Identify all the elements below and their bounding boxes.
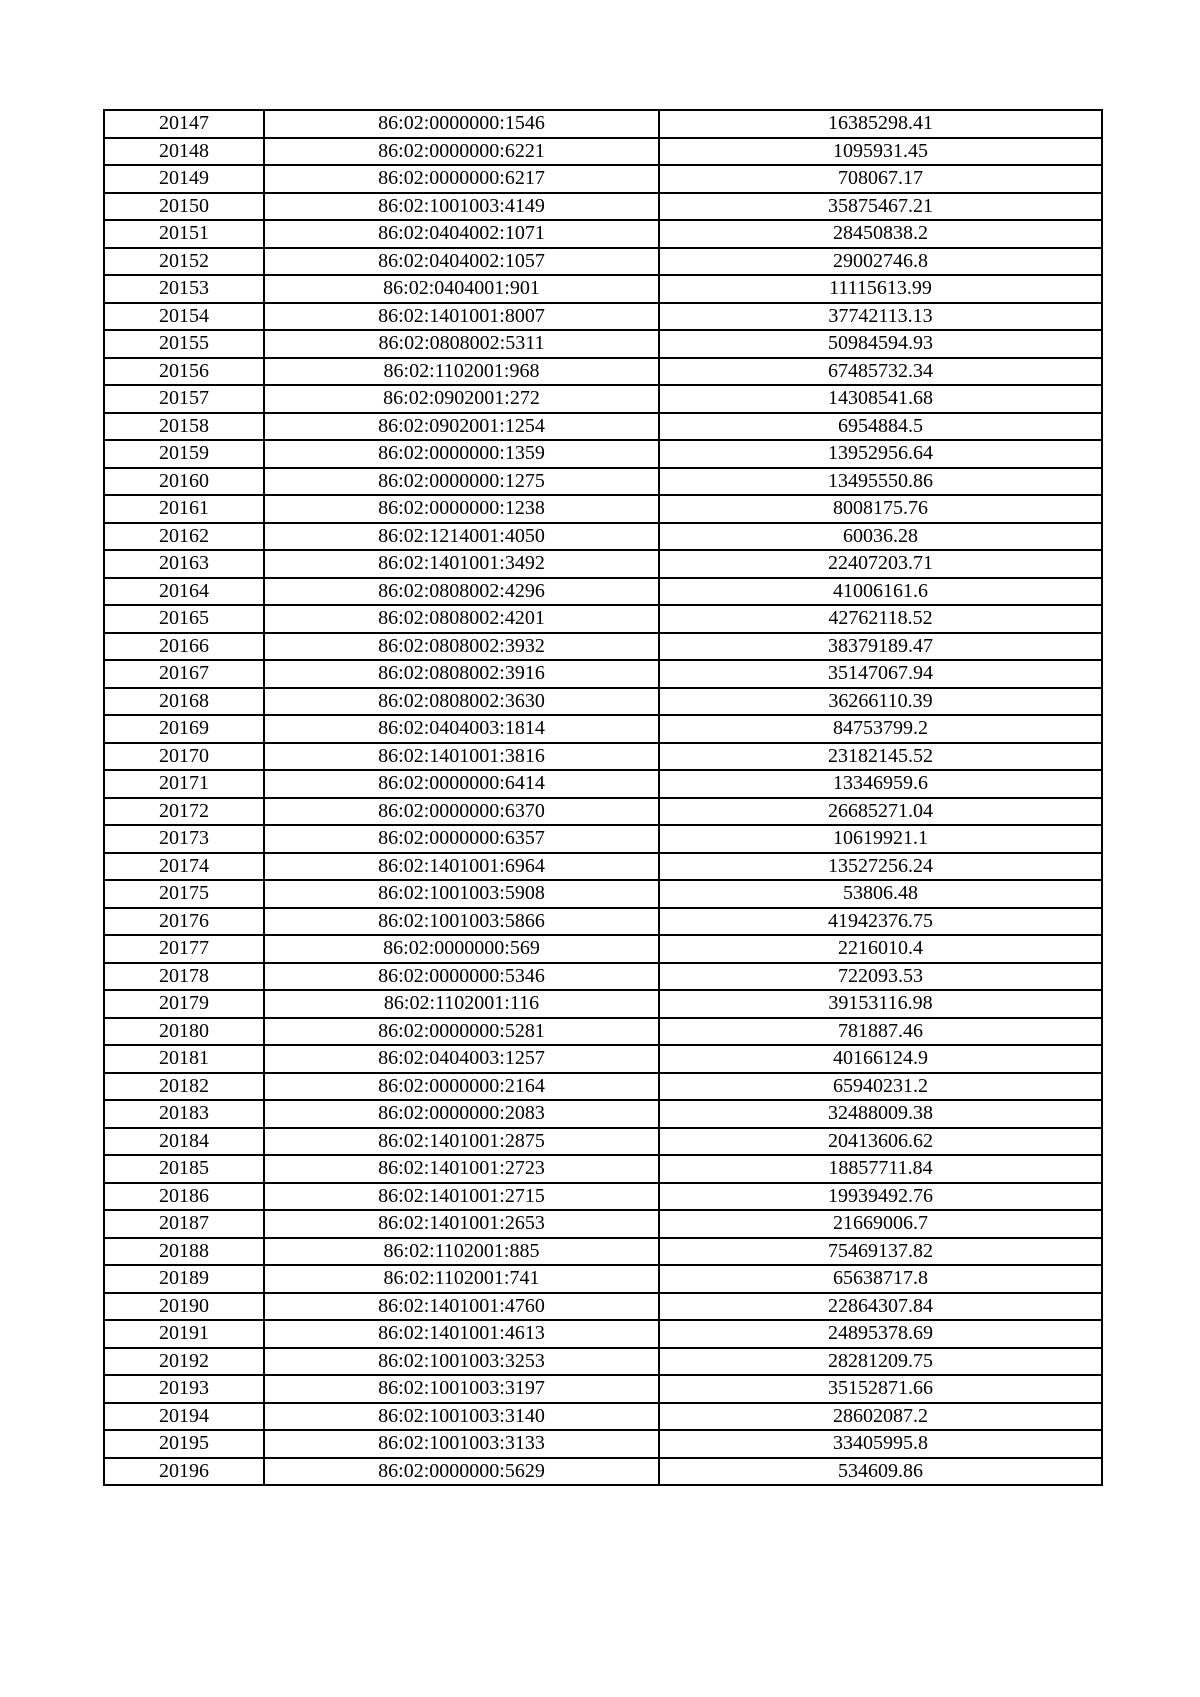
table-row [104, 743, 1102, 771]
row-number-cell: 20175 [104, 880, 264, 908]
cadastral-value-table [103, 109, 1103, 1486]
value-cell: 13952956.64 [659, 440, 1102, 468]
table-row [104, 193, 1102, 221]
value-cell: 35875467.21 [659, 193, 1102, 221]
value-cell: 32488009.38 [659, 1100, 1102, 1128]
row-number-cell: 20168 [104, 688, 264, 716]
row-number-cell: 20154 [104, 303, 264, 331]
value-cell: 28281209.75 [659, 1348, 1102, 1376]
table-row [104, 413, 1102, 441]
table-row [104, 660, 1102, 688]
table-row [104, 1183, 1102, 1211]
table-row [104, 248, 1102, 276]
value-cell: 29002746.8 [659, 248, 1102, 276]
value-cell: 781887.46 [659, 1018, 1102, 1046]
row-number-cell: 20174 [104, 853, 264, 881]
row-number-cell: 20187 [104, 1210, 264, 1238]
row-number-cell: 20181 [104, 1045, 264, 1073]
cadastral-number-cell: 86:02:0404002:1057 [264, 248, 659, 276]
cadastral-number-cell: 86:02:1214001:4050 [264, 523, 659, 551]
value-cell: 23182145.52 [659, 743, 1102, 771]
cadastral-number-cell: 86:02:1102001:116 [264, 990, 659, 1018]
row-number-cell: 20190 [104, 1293, 264, 1321]
value-cell: 39153116.98 [659, 990, 1102, 1018]
row-number-cell: 20172 [104, 798, 264, 826]
row-number-cell: 20150 [104, 193, 264, 221]
table-row [104, 1430, 1102, 1458]
row-number-cell: 20156 [104, 358, 264, 386]
table-row [104, 1403, 1102, 1431]
row-number-cell: 20164 [104, 578, 264, 606]
value-cell: 6954884.5 [659, 413, 1102, 441]
value-cell: 60036.28 [659, 523, 1102, 551]
value-cell: 13346959.6 [659, 770, 1102, 798]
row-number-cell: 20179 [104, 990, 264, 1018]
row-number-cell: 20149 [104, 165, 264, 193]
row-number-cell: 20159 [104, 440, 264, 468]
table-row [104, 495, 1102, 523]
table-row [104, 220, 1102, 248]
row-number-cell: 20180 [104, 1018, 264, 1046]
cadastral-number-cell: 86:02:0000000:1275 [264, 468, 659, 496]
cadastral-number-cell: 86:02:0000000:2083 [264, 1100, 659, 1128]
cadastral-number-cell: 86:02:0404003:1257 [264, 1045, 659, 1073]
value-cell: 11115613.99 [659, 275, 1102, 303]
row-number-cell: 20185 [104, 1155, 264, 1183]
value-cell: 722093.53 [659, 963, 1102, 991]
value-cell: 28450838.2 [659, 220, 1102, 248]
cadastral-number-cell: 86:02:0404002:1071 [264, 220, 659, 248]
cadastral-number-cell: 86:02:1001003:3253 [264, 1348, 659, 1376]
value-cell: 38379189.47 [659, 633, 1102, 661]
cadastral-number-cell: 86:02:1001003:5908 [264, 880, 659, 908]
row-number-cell: 20153 [104, 275, 264, 303]
value-cell: 2216010.4 [659, 935, 1102, 963]
value-cell: 24895378.69 [659, 1320, 1102, 1348]
row-number-cell: 20188 [104, 1238, 264, 1266]
cadastral-number-cell: 86:02:0808002:3916 [264, 660, 659, 688]
value-cell: 10619921.1 [659, 825, 1102, 853]
table-row [104, 440, 1102, 468]
table-row [104, 770, 1102, 798]
value-cell: 21669006.7 [659, 1210, 1102, 1238]
cadastral-number-cell: 86:02:1001003:3140 [264, 1403, 659, 1431]
cadastral-number-cell: 86:02:1001003:4149 [264, 193, 659, 221]
cadastral-number-cell: 86:02:1102001:885 [264, 1238, 659, 1266]
value-cell: 13495550.86 [659, 468, 1102, 496]
cadastral-number-cell: 86:02:0000000:6370 [264, 798, 659, 826]
row-number-cell: 20171 [104, 770, 264, 798]
row-number-cell: 20167 [104, 660, 264, 688]
value-cell: 19939492.76 [659, 1183, 1102, 1211]
table-row [104, 1320, 1102, 1348]
row-number-cell: 20161 [104, 495, 264, 523]
table-row [104, 1375, 1102, 1403]
cadastral-number-cell: 86:02:0000000:5629 [264, 1458, 659, 1486]
value-cell: 1095931.45 [659, 138, 1102, 166]
value-cell: 18857711.84 [659, 1155, 1102, 1183]
cadastral-number-cell: 86:02:0000000:5281 [264, 1018, 659, 1046]
row-number-cell: 20160 [104, 468, 264, 496]
value-cell: 26685271.04 [659, 798, 1102, 826]
cadastral-number-cell: 86:02:0902001:272 [264, 385, 659, 413]
value-cell: 41942376.75 [659, 908, 1102, 936]
row-number-cell: 20186 [104, 1183, 264, 1211]
table-row [104, 853, 1102, 881]
table-row [104, 110, 1102, 138]
row-number-cell: 20148 [104, 138, 264, 166]
table-row [104, 825, 1102, 853]
cadastral-number-cell: 86:02:0000000:569 [264, 935, 659, 963]
value-cell: 534609.86 [659, 1458, 1102, 1486]
value-cell: 28602087.2 [659, 1403, 1102, 1431]
row-number-cell: 20166 [104, 633, 264, 661]
table-row [104, 358, 1102, 386]
cadastral-number-cell: 86:02:1401001:2715 [264, 1183, 659, 1211]
table-row [104, 1348, 1102, 1376]
table-row [104, 1100, 1102, 1128]
table-row [104, 633, 1102, 661]
value-cell: 22407203.71 [659, 550, 1102, 578]
cadastral-number-cell: 86:02:1001003:3133 [264, 1430, 659, 1458]
table-row [104, 468, 1102, 496]
cadastral-number-cell: 86:02:0808002:4296 [264, 578, 659, 606]
table-row [104, 1128, 1102, 1156]
table-row [104, 275, 1102, 303]
table-row [104, 523, 1102, 551]
row-number-cell: 20173 [104, 825, 264, 853]
table-row [104, 1045, 1102, 1073]
cadastral-number-cell: 86:02:1401001:6964 [264, 853, 659, 881]
row-number-cell: 20193 [104, 1375, 264, 1403]
table-row [104, 165, 1102, 193]
row-number-cell: 20155 [104, 330, 264, 358]
value-cell: 16385298.41 [659, 110, 1102, 138]
row-number-cell: 20184 [104, 1128, 264, 1156]
row-number-cell: 20176 [104, 908, 264, 936]
value-cell: 42762118.52 [659, 605, 1102, 633]
table-row [104, 688, 1102, 716]
cadastral-number-cell: 86:02:1102001:741 [264, 1265, 659, 1293]
value-cell: 37742113.13 [659, 303, 1102, 331]
table-row [104, 963, 1102, 991]
table-row [104, 1458, 1102, 1486]
value-cell: 40166124.9 [659, 1045, 1102, 1073]
table-row [104, 385, 1102, 413]
cadastral-number-cell: 86:02:0000000:6221 [264, 138, 659, 166]
row-number-cell: 20189 [104, 1265, 264, 1293]
table-row [104, 715, 1102, 743]
cadastral-number-cell: 86:02:0000000:6414 [264, 770, 659, 798]
cadastral-number-cell: 86:02:1102001:968 [264, 358, 659, 386]
cadastral-number-cell: 86:02:1001003:3197 [264, 1375, 659, 1403]
table-row [104, 605, 1102, 633]
cadastral-number-cell: 86:02:0808002:3932 [264, 633, 659, 661]
cadastral-number-cell: 86:02:1401001:4613 [264, 1320, 659, 1348]
row-number-cell: 20151 [104, 220, 264, 248]
table-row [104, 935, 1102, 963]
value-cell: 22864307.84 [659, 1293, 1102, 1321]
cadastral-number-cell: 86:02:0000000:1359 [264, 440, 659, 468]
row-number-cell: 20165 [104, 605, 264, 633]
row-number-cell: 20158 [104, 413, 264, 441]
cadastral-number-cell: 86:02:0808002:4201 [264, 605, 659, 633]
table-row [104, 1210, 1102, 1238]
cadastral-number-cell: 86:02:1401001:4760 [264, 1293, 659, 1321]
row-number-cell: 20163 [104, 550, 264, 578]
table-row [104, 1073, 1102, 1101]
cadastral-number-cell: 86:02:0000000:5346 [264, 963, 659, 991]
table-body [104, 110, 1102, 1485]
table-row [104, 880, 1102, 908]
row-number-cell: 20194 [104, 1403, 264, 1431]
row-number-cell: 20196 [104, 1458, 264, 1486]
cadastral-number-cell: 86:02:1401001:3492 [264, 550, 659, 578]
value-cell: 35152871.66 [659, 1375, 1102, 1403]
cadastral-number-cell: 86:02:0000000:6217 [264, 165, 659, 193]
table-row [104, 1155, 1102, 1183]
cadastral-number-cell: 86:02:1401001:2875 [264, 1128, 659, 1156]
cadastral-number-cell: 86:02:0000000:6357 [264, 825, 659, 853]
value-cell: 33405995.8 [659, 1430, 1102, 1458]
cadastral-number-cell: 86:02:0902001:1254 [264, 413, 659, 441]
cadastral-number-cell: 86:02:1401001:2653 [264, 1210, 659, 1238]
table-row [104, 1018, 1102, 1046]
row-number-cell: 20195 [104, 1430, 264, 1458]
value-cell: 8008175.76 [659, 495, 1102, 523]
value-cell: 708067.17 [659, 165, 1102, 193]
value-cell: 67485732.34 [659, 358, 1102, 386]
row-number-cell: 20157 [104, 385, 264, 413]
cadastral-number-cell: 86:02:1401001:8007 [264, 303, 659, 331]
row-number-cell: 20178 [104, 963, 264, 991]
table-row [104, 330, 1102, 358]
value-cell: 65940231.2 [659, 1073, 1102, 1101]
table-row [104, 138, 1102, 166]
table-row [104, 578, 1102, 606]
row-number-cell: 20147 [104, 110, 264, 138]
cadastral-number-cell: 86:02:0404001:901 [264, 275, 659, 303]
table-row [104, 1265, 1102, 1293]
cadastral-number-cell: 86:02:0000000:1546 [264, 110, 659, 138]
table-row [104, 1293, 1102, 1321]
row-number-cell: 20191 [104, 1320, 264, 1348]
cadastral-number-cell: 86:02:0808002:3630 [264, 688, 659, 716]
cadastral-number-cell: 86:02:0000000:2164 [264, 1073, 659, 1101]
value-cell: 36266110.39 [659, 688, 1102, 716]
table-row [104, 550, 1102, 578]
value-cell: 13527256.24 [659, 853, 1102, 881]
table-row [104, 908, 1102, 936]
row-number-cell: 20170 [104, 743, 264, 771]
value-cell: 20413606.62 [659, 1128, 1102, 1156]
value-cell: 14308541.68 [659, 385, 1102, 413]
value-cell: 75469137.82 [659, 1238, 1102, 1266]
value-cell: 53806.48 [659, 880, 1102, 908]
value-cell: 35147067.94 [659, 660, 1102, 688]
value-cell: 50984594.93 [659, 330, 1102, 358]
table-row [104, 798, 1102, 826]
cadastral-number-cell: 86:02:1401001:2723 [264, 1155, 659, 1183]
row-number-cell: 20169 [104, 715, 264, 743]
cadastral-number-cell: 86:02:0404003:1814 [264, 715, 659, 743]
row-number-cell: 20192 [104, 1348, 264, 1376]
table-row [104, 1238, 1102, 1266]
row-number-cell: 20183 [104, 1100, 264, 1128]
table-row [104, 990, 1102, 1018]
cadastral-number-cell: 86:02:0808002:5311 [264, 330, 659, 358]
row-number-cell: 20182 [104, 1073, 264, 1101]
value-cell: 41006161.6 [659, 578, 1102, 606]
table-row [104, 303, 1102, 331]
cadastral-number-cell: 86:02:1401001:3816 [264, 743, 659, 771]
value-cell: 65638717.8 [659, 1265, 1102, 1293]
cadastral-number-cell: 86:02:1001003:5866 [264, 908, 659, 936]
value-cell: 84753799.2 [659, 715, 1102, 743]
row-number-cell: 20152 [104, 248, 264, 276]
row-number-cell: 20177 [104, 935, 264, 963]
row-number-cell: 20162 [104, 523, 264, 551]
cadastral-number-cell: 86:02:0000000:1238 [264, 495, 659, 523]
